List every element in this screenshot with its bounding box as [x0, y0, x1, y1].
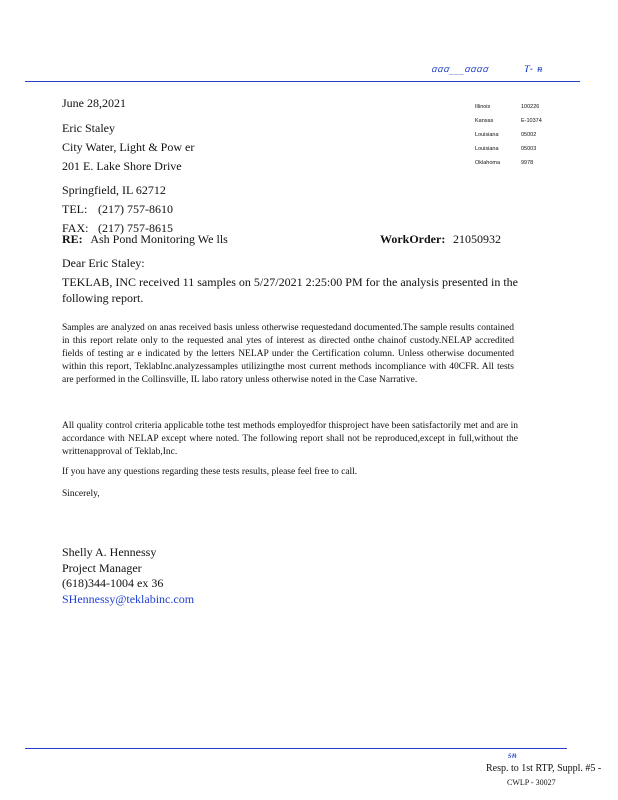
- signer-title: Project Manager: [62, 560, 142, 575]
- license-number: 100226: [521, 104, 540, 110]
- license-row: [475, 132, 565, 146]
- salutation: Dear Eric Staley:: [62, 256, 145, 270]
- license-state: Louisiana: [475, 146, 499, 152]
- footer-initials: ᵴᵰ: [508, 751, 518, 761]
- recipient-company: City Water, Light & Pow er: [62, 140, 195, 154]
- license-state: Oklahoma: [475, 160, 501, 166]
- recipient-tel: [62, 200, 194, 219]
- intro-paragraph: TEKLAB, INC received 11 samples on 5/27/2021 2:25:00 PM for the analysis presented in the following report.: [62, 275, 518, 305]
- recipient-address: [62, 119, 194, 238]
- workorder-label: WorkOrder:: [380, 232, 446, 246]
- license-number: E-10374: [521, 118, 542, 124]
- license-row: [475, 118, 565, 132]
- license-state: Illinois: [475, 104, 491, 110]
- license-number: 05002: [521, 132, 537, 138]
- signer-email-link[interactable]: SHennessy@teklabinc.com: [62, 591, 195, 606]
- license-row: [475, 160, 565, 174]
- body-paragraph-2: All quality control criteria applicable tothe test methods employedfor thisproject have been satisfactorily met and are in accordance with NELAP except where noted. The following report shall not be reproduced,except in full,without the writtenapproval of Teklab,Inc.: [62, 421, 518, 457]
- re-value: Ash Pond Monitoring We lls: [90, 232, 228, 246]
- license-row: [475, 104, 565, 118]
- tel-number: (217) 757-8610: [98, 202, 173, 216]
- company-logo-script: [431, 62, 488, 75]
- footer-page-code: CWLP - 30027: [507, 778, 556, 787]
- recipient-city: Springfield, IL 62712: [62, 183, 166, 197]
- closing: Sincerely,: [62, 489, 100, 499]
- signer-name: Shelly A. Hennessy: [62, 545, 157, 559]
- recipient-street: 201 E. Lake Shore Drive: [62, 159, 182, 173]
- letter-date: June 28,2021: [62, 96, 126, 110]
- tel-label: TEL:: [62, 202, 88, 216]
- footer-reference: Resp. to 1st RTP, Suppl. #5 -: [486, 763, 602, 774]
- logo-scribble: ꭤꭤꭤ___ꭤꭤꭤꭤ: [431, 65, 489, 75]
- license-row: [475, 146, 565, 160]
- header-divider: [25, 81, 580, 82]
- license-state: Louisiana: [475, 132, 499, 138]
- license-table: [475, 104, 565, 174]
- re-label: RE:: [62, 232, 83, 246]
- license-number: 9978: [521, 160, 534, 166]
- fax-number: (217) 757-8615: [98, 221, 173, 235]
- recipient-name: Eric Staley: [62, 121, 115, 135]
- signer-phone: (618)344-1004 ex 36: [62, 576, 164, 590]
- license-number: 05003: [521, 146, 537, 152]
- company-logo-mark: Ⲧ- ᵰ: [523, 64, 543, 75]
- signature-block: [62, 545, 194, 607]
- footer-divider: [25, 748, 567, 749]
- workorder-value: 21050932: [453, 232, 501, 246]
- body-paragraph-3: If you have any questions regarding these tests results, please feel free to call.: [62, 467, 358, 477]
- body-paragraph-1: Samples are analyzed on anas received basis unless otherwise requestedand documented.The sample results contained in this report relate only to the requested anal ytes of interest as directed onthe chainof custody.NELAP accredited fields of testing ar e indicated by the letters NELAP under the Certification column. Unless otherwise documented within this report, TeklabInc.analyzessamples utilizingthe most current methods incompliance with 40CFR. All tests are performed in the Collinsville, IL labo ratory unless otherwise noted in the Case Narrative.: [62, 323, 514, 385]
- workorder-line: [380, 230, 501, 249]
- fax-label: FAX:: [62, 221, 89, 235]
- license-state: Kansas: [475, 118, 494, 124]
